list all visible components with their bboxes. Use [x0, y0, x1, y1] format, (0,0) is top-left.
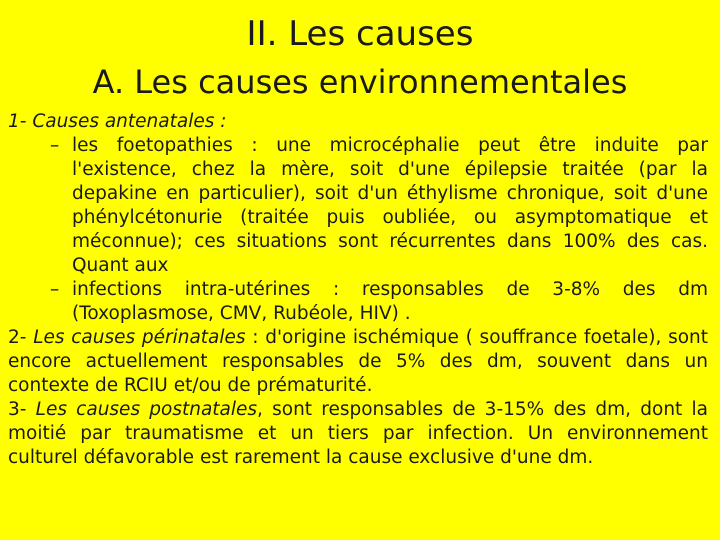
dash-marker: –	[50, 135, 60, 156]
section3-label: Les causes postnatales	[35, 399, 258, 420]
section2-number: 2-	[8, 327, 27, 348]
dash-marker: –	[50, 279, 60, 300]
section2-label: Les causes périnatales	[33, 327, 246, 348]
page-title: II. Les causes	[246, 14, 474, 54]
page-subtitle: A. Les causes environnementales	[92, 63, 628, 101]
section3-number: 3-	[8, 399, 27, 420]
section1-bullet-2	[8, 278, 708, 326]
section3-paragraph	[8, 398, 708, 470]
section2-paragraph	[8, 326, 708, 398]
section2-text: : d'origine ischémique ( souffrance foetale), sont encore actuellement responsables de 5% des dm, souvent dans un contexte de RCIU et/ou de prématurité.	[8, 327, 709, 396]
section1-bullet-1	[8, 134, 708, 278]
section3-text: , sont responsables de 3-15% des dm, dont la moitié par traumatisme et un tiers par infection. Un environnement culturel défavorable est rarement la cause exclusive d'une dm.	[8, 399, 708, 468]
slide-body	[8, 110, 708, 470]
bullet-text: infections intra-utérines : responsables de 3-8% des dm (Toxoplasmose, CMV, Rubéole, HIV) .	[72, 279, 708, 324]
section1-heading: 1- Causes antenatales :	[8, 111, 227, 132]
bullet-text: les foetopathies : une microcéphalie peut être induite par l'existence, chez la mère, soit d'une épilepsie traitée (par la depakine en particulier), soit d'un éthylisme chronique, soit d'une phénylcétonurie (traitée puis oubliée, ou asymptomatique et méconnue); ces situations sont récurrentes dans 100% des cas. Quant aux	[72, 135, 708, 276]
